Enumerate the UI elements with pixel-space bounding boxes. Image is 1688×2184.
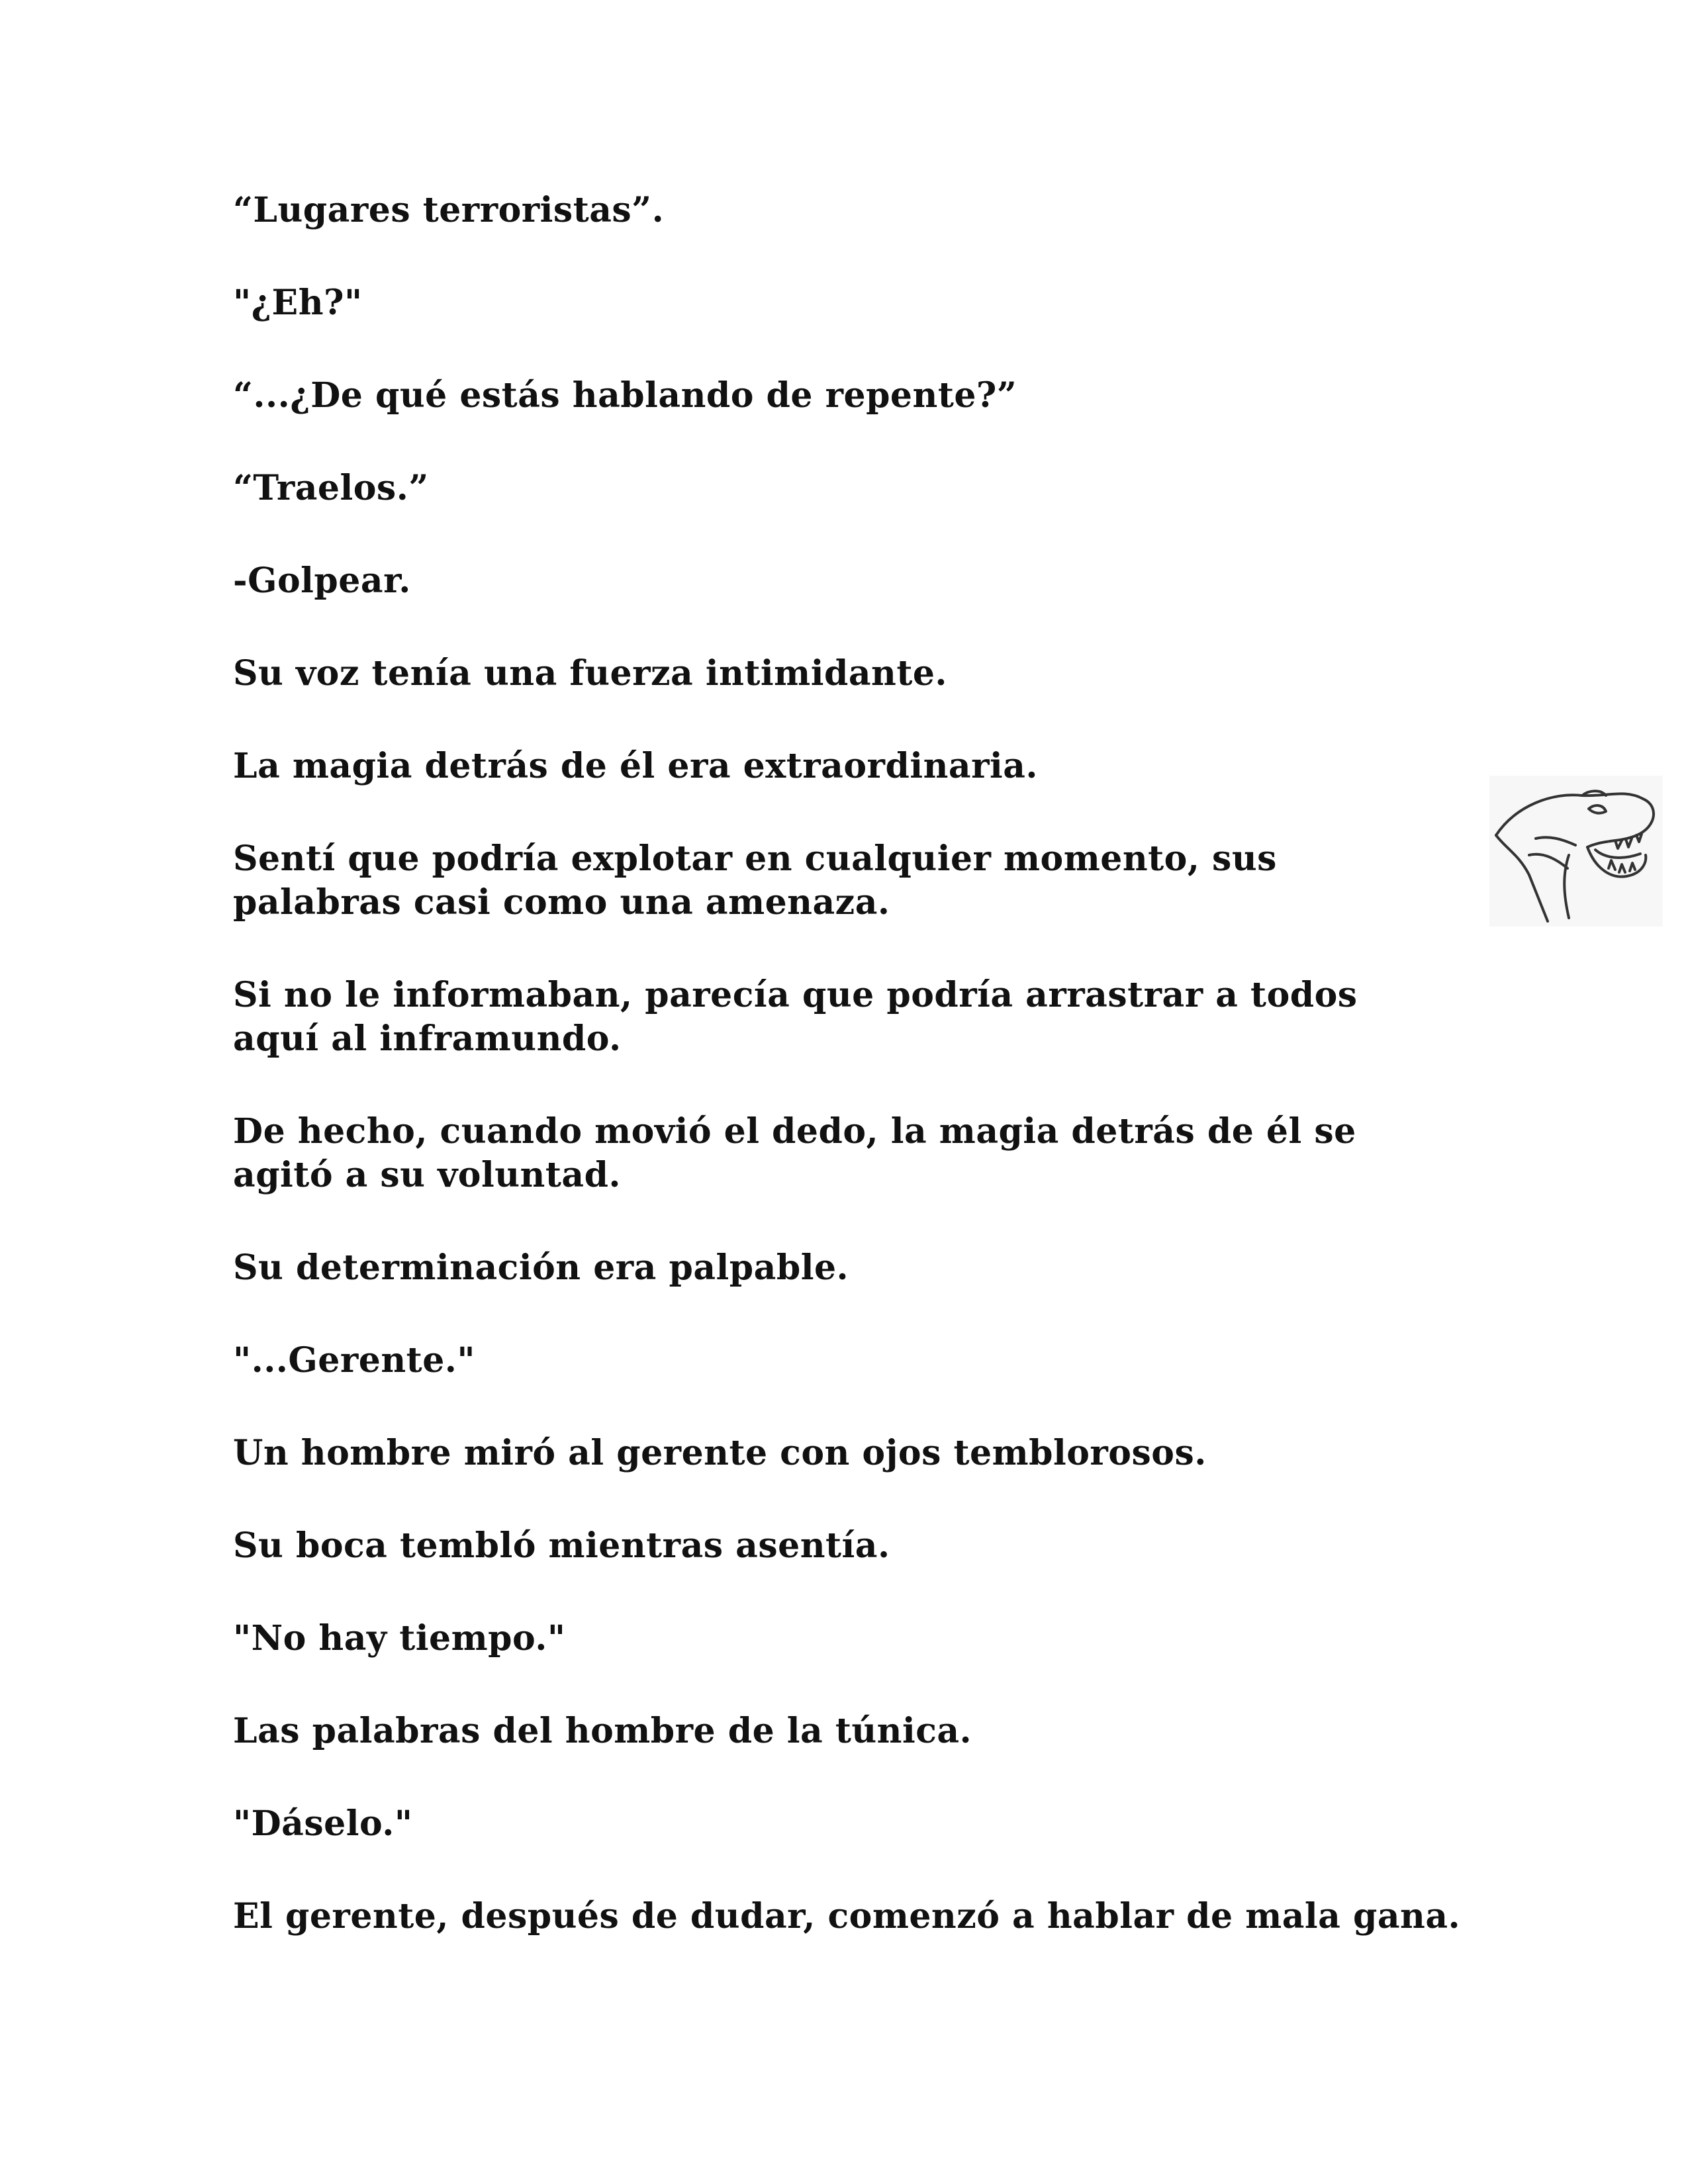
dinosaur-head-icon xyxy=(1489,776,1663,927)
paragraph-5: -Golpear. xyxy=(233,561,411,601)
paragraph-3: “...¿De qué estás hablando de repente?” xyxy=(233,375,1017,416)
paragraph-1: “Lugares terroristas”. xyxy=(233,190,665,230)
paragraph-10: De hecho, cuando movió el dedo, la magia detrás de él se agitó a su voluntad. xyxy=(233,1111,1356,1195)
paragraph-2: "¿Eh?" xyxy=(233,283,363,323)
paragraph-11: Su determinación era palpable. xyxy=(233,1248,849,1288)
paragraph-18: El gerente, después de dudar, comenzó a hablar de mala gana. xyxy=(233,1896,1461,1936)
paragraph-16: Las palabras del hombre de la túnica. xyxy=(233,1711,972,1751)
paragraph-12: "...Gerente." xyxy=(233,1340,475,1381)
paragraph-8: Sentí que podría explotar en cualquier momento, sus palabras casi como una amenaza. xyxy=(233,839,1277,923)
paragraph-15: "No hay tiempo." xyxy=(233,1618,566,1659)
story-text xyxy=(233,189,1491,1987)
paragraph-4: “Traelos.” xyxy=(233,468,429,508)
paragraph-13: Un hombre miró al gerente con ojos temblorosos. xyxy=(233,1433,1207,1473)
paragraph-9: Si no le informaban, parecía que podría arrastrar a todos aquí al inframundo. xyxy=(233,975,1358,1059)
paragraph-7: La magia detrás de él era extraordinaria. xyxy=(233,746,1039,786)
paragraph-17: "Dáselo." xyxy=(233,1803,413,1844)
paragraph-14: Su boca tembló mientras asentía. xyxy=(233,1525,890,1566)
paragraph-6: Su voz tenía una fuerza intimidante. xyxy=(233,653,948,694)
